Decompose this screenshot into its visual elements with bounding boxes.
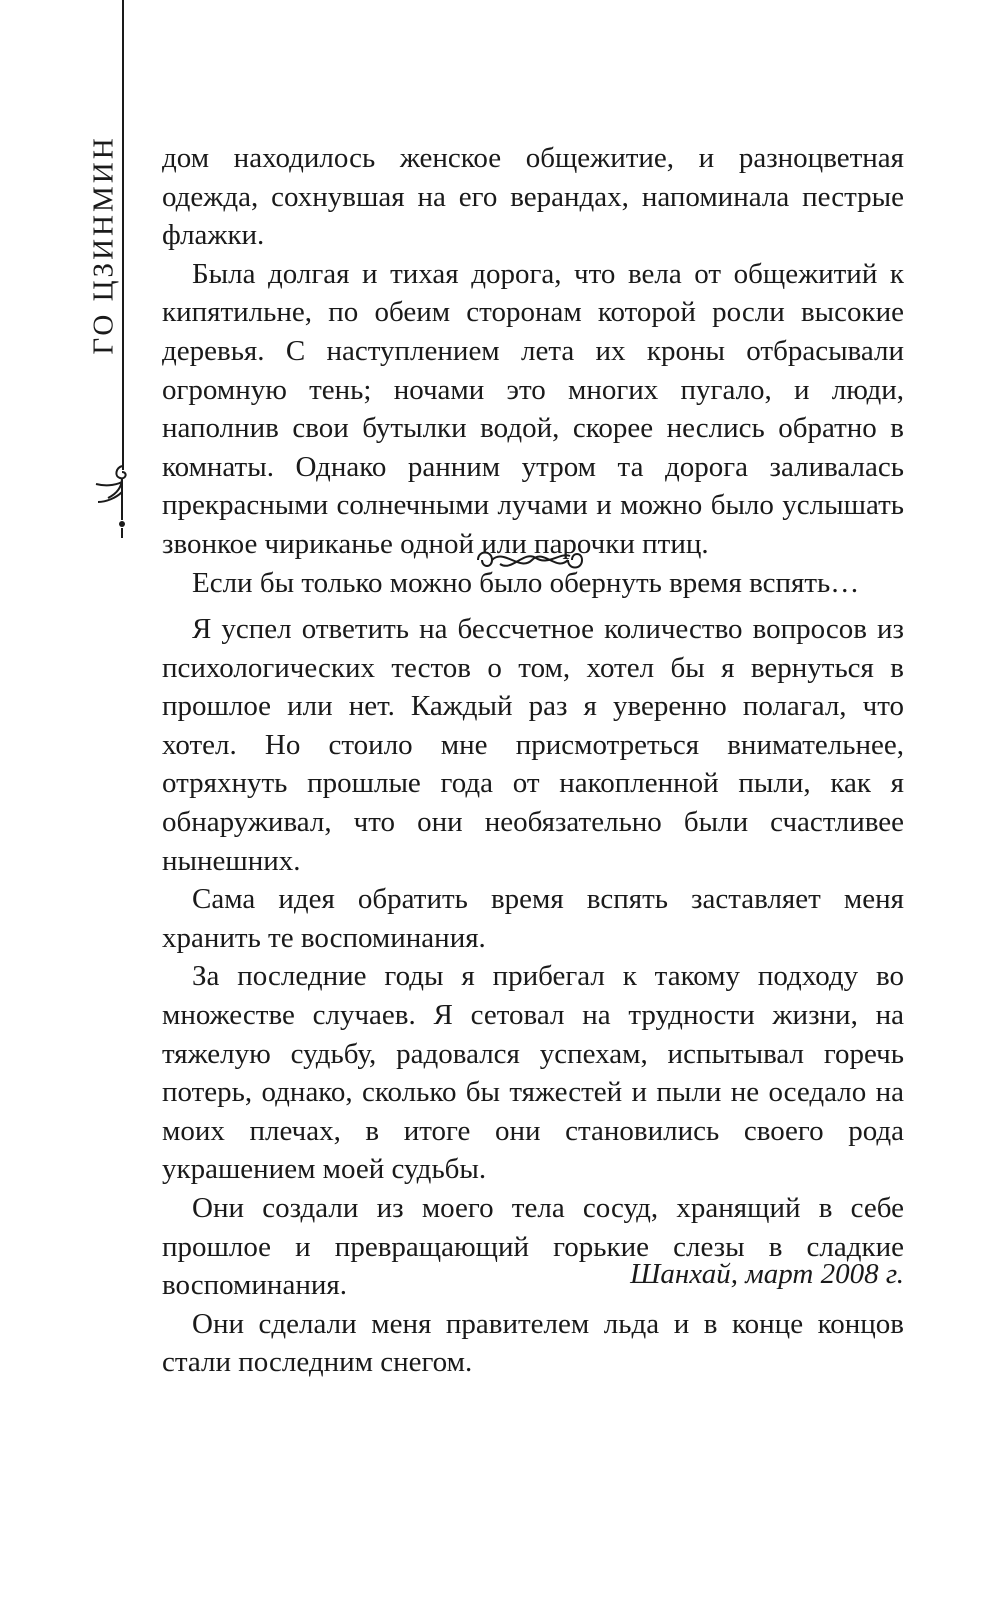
paragraph: Они сделали меня правителем льда и в конце концов стали последним снегом.: [162, 1307, 904, 1379]
paragraph: Сама идея обратить время вспять заставляет меня хранить те воспоминания.: [162, 883, 904, 954]
paragraph: дом находилось женское общежитие, и разноцветная одежда, сохнувшая на его верандах, напоминала пестрые флажки.: [162, 142, 904, 252]
flourish-ornament-icon: [86, 462, 136, 542]
paragraph: Они создали из моего тела сосуд, хранящий в себе прошлое и превращающий горькие слезы в сладкие воспоминания.: [162, 1191, 904, 1302]
place-date-signature: Шанхай, март 2008 г.: [630, 1258, 904, 1290]
paragraph: Если бы только можно было обернуть время вспять…: [192, 566, 860, 599]
section-divider-icon: [470, 542, 590, 578]
running-head-author: ГО ЦЗИНМИН: [87, 135, 120, 355]
paragraph: Я успел ответить на бессчетное количество вопросов из психологических тестов о том, хотел бы я вернуться в прошлое или нет. Каждый раз я уверенно полагал, что хотел. Но стоило мне присмотреться внимательнее, отряхнуть прошлые года от накопленной пыли, как я обнаруживал, что они необязательно были счастливее нынешних.: [162, 613, 904, 877]
text-block-1: [162, 139, 904, 602]
margin-rule: [122, 0, 124, 470]
paragraph: За последние годы я прибегал к такому подходу во множестве случаев. Я сетовал на трудности жизни, на тяжелую судьбу, радовался успехам, испытывал горечь потерь, однако, сколько бы тяжестей и пыли не оседало на моих плечах, в итоге они становились своего рода украшением моей судьбы.: [162, 960, 904, 1186]
paragraph: Была долгая и тихая дорога, что вела от общежитий к кипятильне, по обеим сторонам которой росли высокие деревья. С наступлением лета их кроны отбрасывали огромную тень; ночами это многих пугало, и люди, наполнив свои бутылки водой, скорее неслись обратно в комнаты. Однако ранним утром та дорога заливалась прекрасными солнечными лучами и можно было услышать звонкое чириканье одной или парочки птиц.: [162, 257, 904, 560]
